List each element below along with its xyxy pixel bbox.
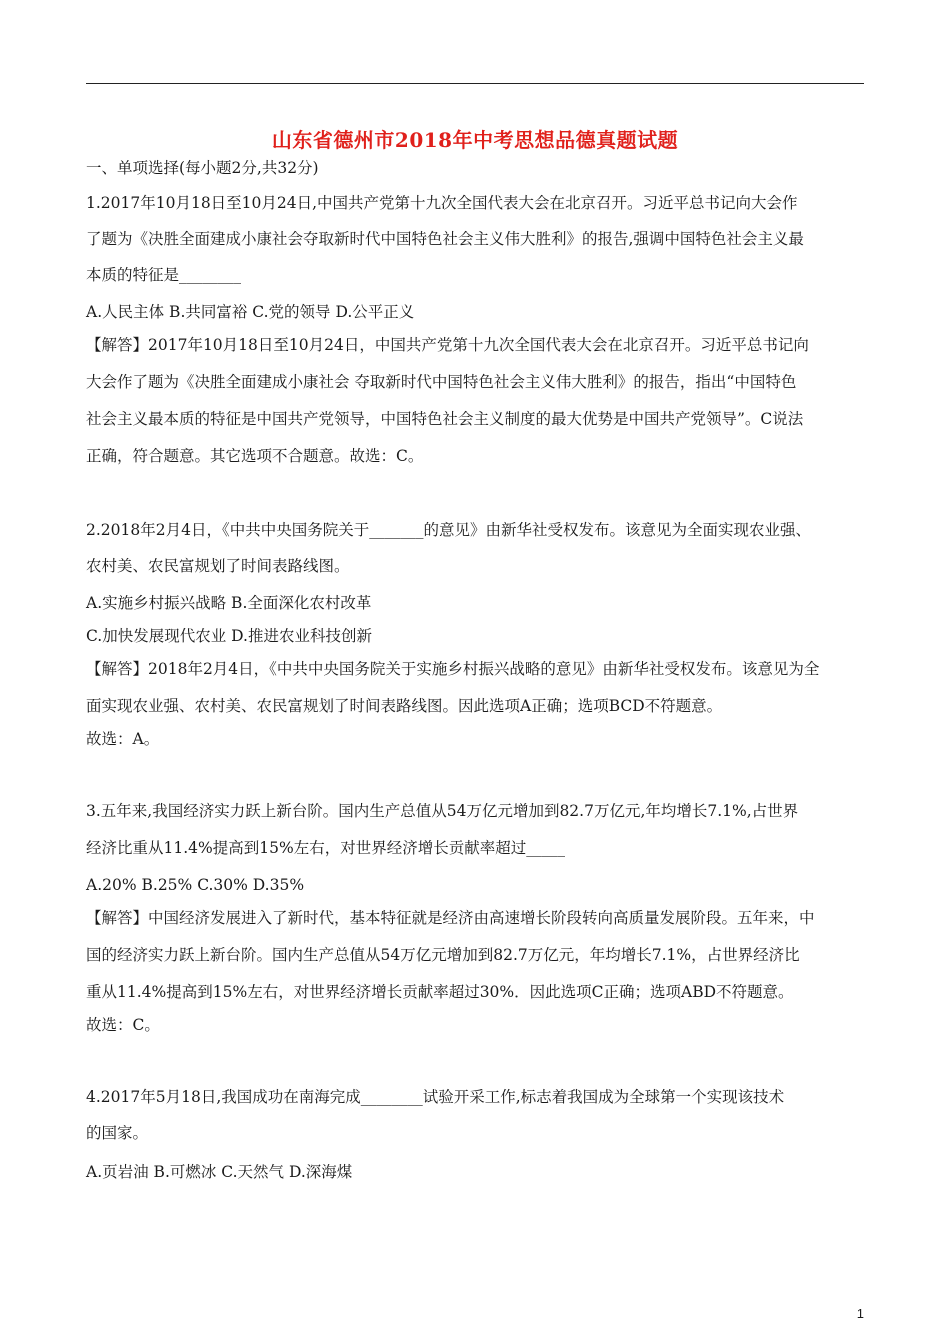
page-number: 1 [856, 1306, 864, 1321]
text-line: 大会作了题为《决胜全面建成小康社会 夺取新时代中国特色社会主义伟大胜利》的报告，指出“中国特色 [86, 373, 797, 391]
text-line: C.加快发展现代农业 D.推进农业科技创新 [86, 627, 372, 645]
text-line: 面实现农业强、农村美、农民富规划了时间表路线图。因此选项A正确；选项BCD不符题意。 [86, 697, 723, 715]
page-title: 山东省德州市2018年中考思想品德真题试题 [271, 128, 679, 152]
text-line: 【解答】2018年2月4日，《中共中央国务院关于实施乡村振兴战略的意见》由新华社受权发布。该意见为全 [86, 660, 820, 678]
text-line: 社会主义最本质的特征是中国共产党领导，中国特色社会主义制度的最大优势是中国共产党领导”。C说法 [86, 410, 804, 428]
text-line: A.20% B.25% C.30% D.35% [86, 876, 305, 894]
text-line: 农村美、农民富规划了时间表路线图。 [86, 557, 350, 575]
text-line: 4.2017年5月18日,我国成功在南海完成________试验开采工作,标志着我国成为全球第一个实现该技术 [86, 1088, 785, 1106]
text-line: A.实施乡村振兴战略 B.全面深化农村改革 [86, 594, 372, 612]
text-line: 3.五年来,我国经济实力跃上新台阶。国内生产总值从54万亿元增加到82.7万亿元,年均增长7.1%,占世界 [86, 802, 799, 820]
text-line: 【解答】2017年10月18日至10月24日，中国共产党第十九次全国代表大会在北京召开。习近平总书记向 [86, 336, 809, 354]
text-line: 重从11.4%提高到15%左右，对世界经济增长贡献率超过30%．因此选项C正确；选项ABD不符题意。 [86, 983, 794, 1001]
text-line: 故选：C。 [86, 1016, 160, 1034]
text-line: 本质的特征是________ [86, 266, 242, 284]
text-line: 经济比重从11.4%提高到15%左右，对世界经济增长贡献率超过_____ [86, 839, 565, 857]
text-line: 1.2017年10月18日至10月24日,中国共产党第十九次全国代表大会在北京召开。习近平总书记向大会作 [86, 194, 798, 212]
text-line: 【解答】中国经济发展进入了新时代，基本特征就是经济由高速增长阶段转向高质量发展阶段。五年来，中 [86, 909, 815, 927]
header-rule [86, 83, 864, 84]
text-line: 了题为《决胜全面建成小康社会夺取新时代中国特色社会主义伟大胜利》的报告,强调中国特色社会主义最 [86, 230, 804, 248]
text-line: 故选：A。 [86, 730, 160, 748]
text-line: 2.2018年2月4日，《中共中央国务院关于_______的意见》由新华社受权发布。该意见为全面实现农业强、 [86, 521, 811, 539]
text-line: 国的经济实力跃上新台阶。国内生产总值从54万亿元增加到82.7万亿元，年均增长7.1%，占世界经济比 [86, 946, 800, 964]
text-line: 的国家。 [86, 1124, 149, 1142]
text-line: 一、单项选择(每小题2分,共32分) [86, 159, 319, 177]
text-line: A.人民主体 B.共同富裕 C.党的领导 D.公平正义 [86, 303, 415, 321]
text-line: A.页岩油 B.可燃冰 C.天然气 D.深海煤 [86, 1163, 353, 1181]
text-line: 正确，符合题意。其它选项不合题意。故选：C。 [86, 447, 424, 465]
